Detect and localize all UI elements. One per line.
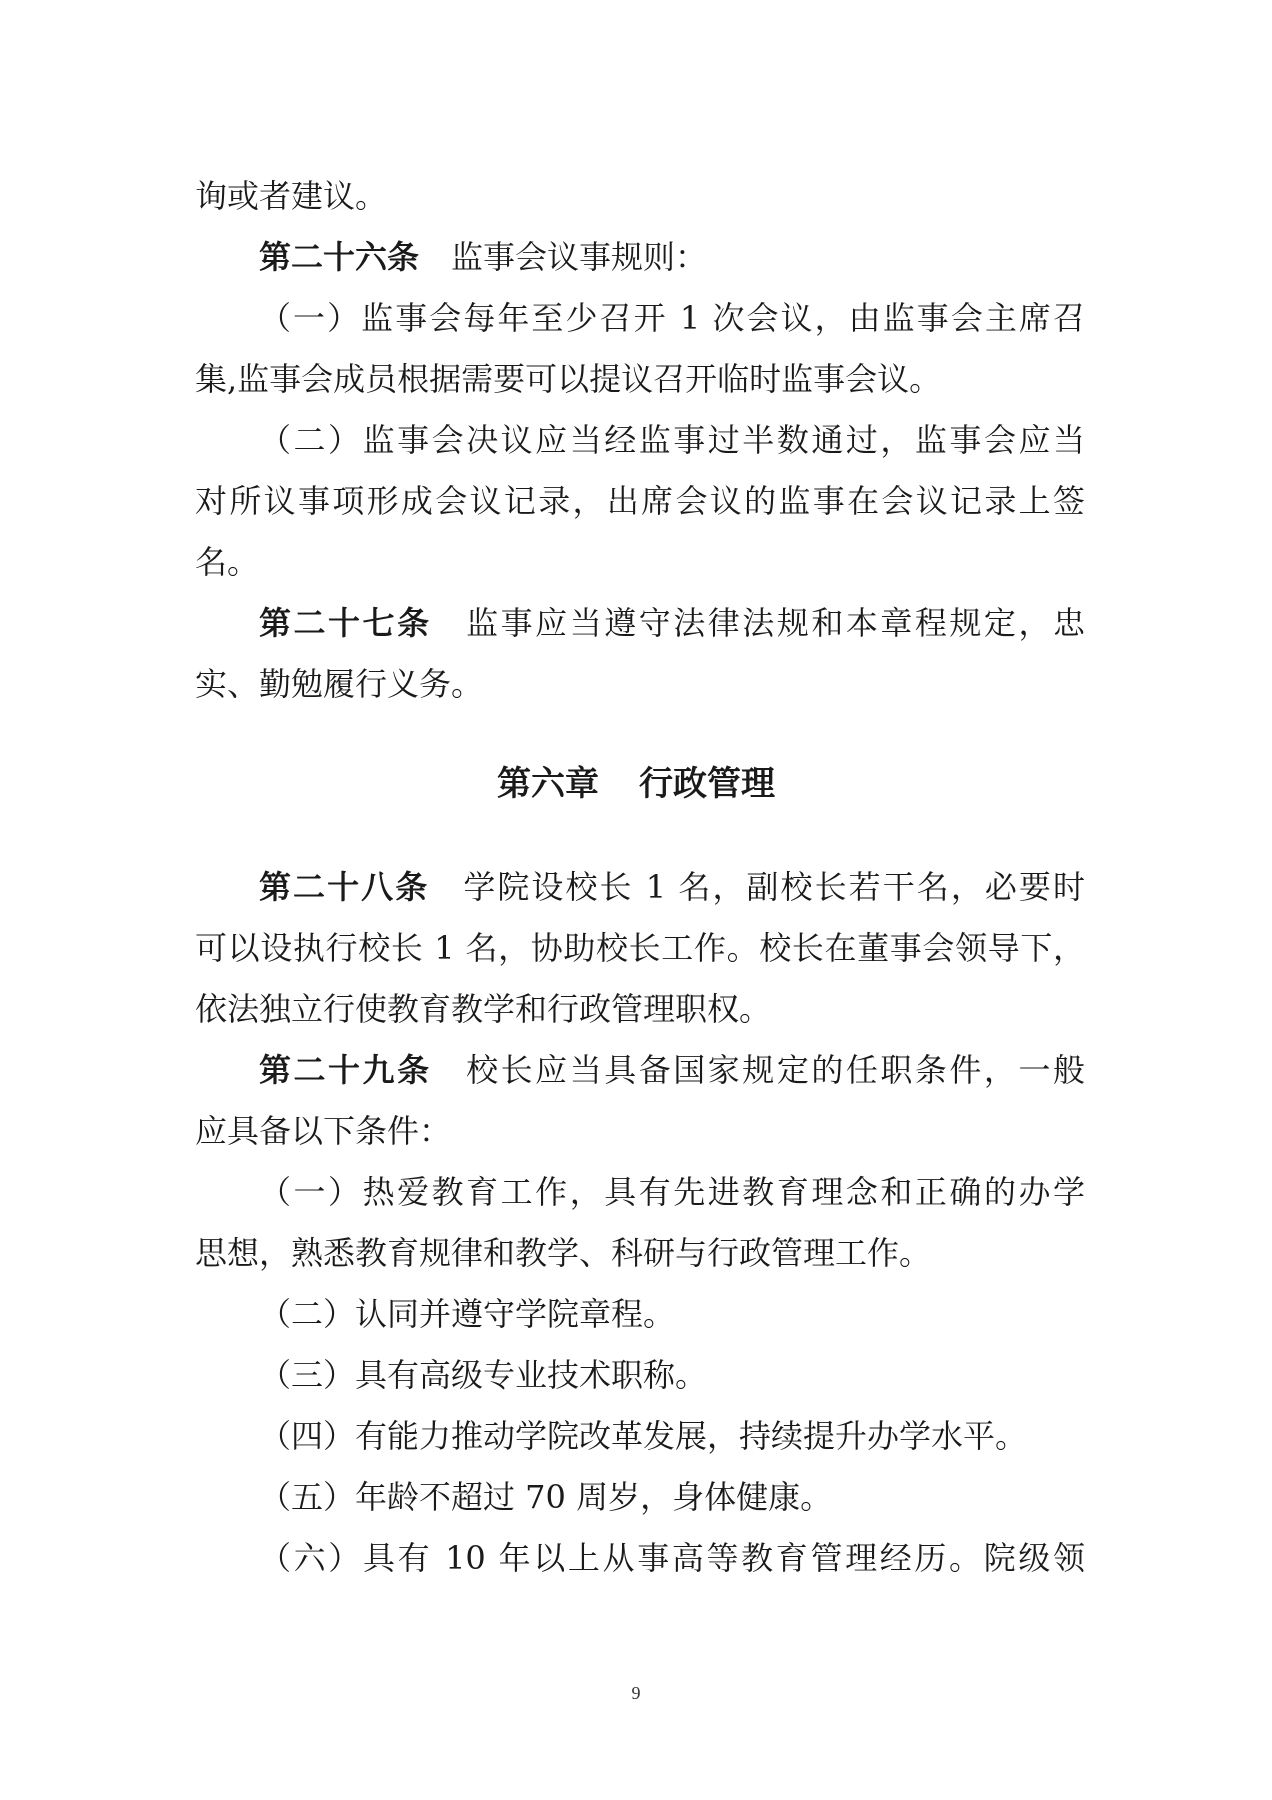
text-line bbox=[259, 1172, 1085, 1212]
article-27 bbox=[259, 603, 1085, 643]
line-text: （三）具有高级专业技术职称。 bbox=[259, 1356, 708, 1394]
line-text: 思想，熟悉教育规律和教学、科研与行政管理工作。 bbox=[195, 1234, 932, 1272]
article-29 bbox=[259, 1050, 1085, 1090]
article-text: 学院设校长 1 名，副校长若干名，必要时 bbox=[461, 868, 1085, 906]
text-line bbox=[259, 1538, 1085, 1578]
text-line bbox=[259, 1416, 1085, 1456]
text-line bbox=[195, 928, 1085, 968]
line-text: （一）监事会每年至少召开 1 次会议，由监事会主席召 bbox=[259, 299, 1085, 337]
line-text: （六）具有 10 年以上从事高等教育管理经历。院级领 bbox=[259, 1539, 1085, 1577]
line-text: 对所议事项形成会议记录，出席会议的监事在会议记录上签 bbox=[195, 482, 1085, 520]
text-line bbox=[259, 298, 1085, 338]
line-text: （二）监事会决议应当经监事过半数通过，监事会应当 bbox=[259, 421, 1085, 459]
chapter-number: 第六章 bbox=[497, 764, 599, 804]
text-line bbox=[195, 542, 1085, 582]
article-26 bbox=[259, 237, 1085, 277]
text-line bbox=[259, 420, 1085, 460]
article-text: 监事会议事规则： bbox=[451, 238, 708, 276]
text-line bbox=[195, 359, 1085, 399]
page-number: 9 bbox=[631, 1683, 641, 1703]
text-line bbox=[259, 1477, 1085, 1517]
line-text: （四）有能力推动学院改革发展，持续提升办学水平。 bbox=[259, 1417, 1028, 1455]
text-line bbox=[259, 1355, 1085, 1395]
line-text: 应具备以下条件： bbox=[195, 1112, 452, 1150]
line-text: （一）热爱教育工作，具有先进教育理念和正确的办学 bbox=[259, 1173, 1085, 1211]
article-number: 第二十八条 bbox=[259, 868, 430, 906]
line-text: （二）认同并遵守学院章程。 bbox=[259, 1295, 676, 1333]
line-text: 依法独立行使教育教学和行政管理职权。 bbox=[195, 990, 772, 1028]
line-text: 集,监事会成员根据需要可以提议召开临时监事会议。 bbox=[195, 360, 942, 398]
text-line bbox=[195, 176, 1085, 216]
article-number: 第二十七条 bbox=[259, 604, 432, 642]
text-line bbox=[259, 1294, 1085, 1334]
text-line bbox=[195, 989, 1085, 1029]
chapter-title: 行政管理 bbox=[639, 764, 775, 804]
article-text: 监事应当遵守法律法规和本章程规定，忠 bbox=[463, 604, 1085, 642]
line-text: 名。 bbox=[195, 543, 260, 581]
article-number: 第二十六条 bbox=[259, 238, 420, 276]
article-number: 第二十九条 bbox=[259, 1051, 432, 1089]
line-text: 询或者建议。 bbox=[195, 177, 388, 215]
line-text: 实、勤勉履行义务。 bbox=[195, 665, 484, 703]
text-line bbox=[195, 1233, 1085, 1273]
text-line bbox=[195, 664, 1085, 704]
line-text: （五）年龄不超过 70 周岁，身体健康。 bbox=[259, 1478, 833, 1516]
article-28 bbox=[259, 867, 1085, 907]
chapter-heading bbox=[0, 762, 1272, 806]
text-line bbox=[195, 481, 1085, 521]
line-text: 可以设执行校长 1 名，协助校长工作。校长在董事会领导下， bbox=[195, 929, 1085, 967]
text-line bbox=[195, 1111, 1085, 1151]
article-text: 校长应当具备国家规定的任职条件，一般 bbox=[463, 1051, 1085, 1089]
